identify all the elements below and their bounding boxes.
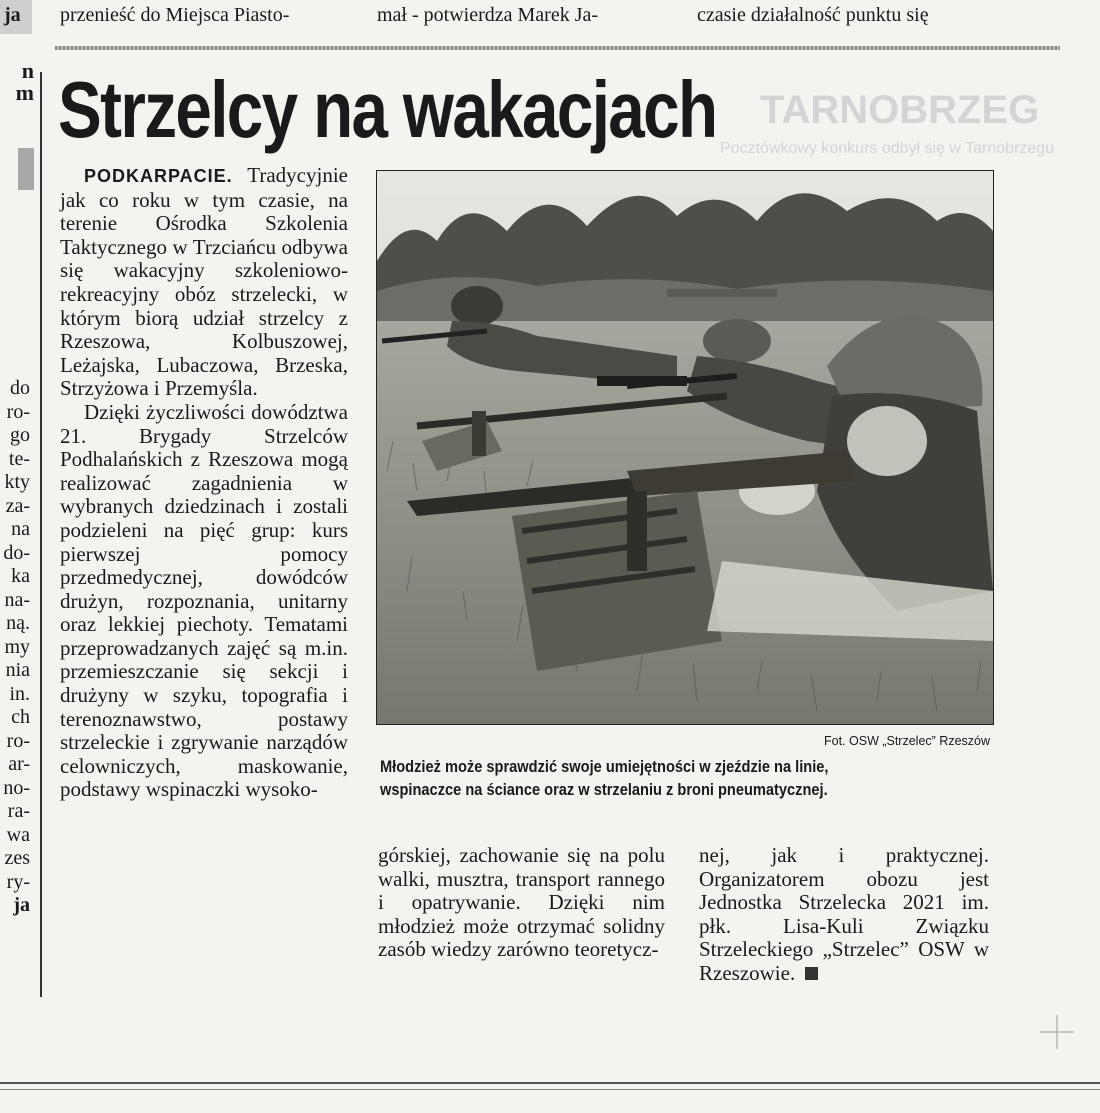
bottom-divider-thin	[0, 1089, 1100, 1090]
left-fragment-line: ch	[11, 706, 30, 728]
left-fragment-line: ro-	[6, 729, 30, 752]
top-fragment-col3: czasie działalność punktu się	[697, 4, 929, 26]
end-of-article-mark	[805, 967, 818, 980]
registration-crosshair-icon	[1040, 1015, 1074, 1049]
left-fragment-line: za-	[5, 494, 30, 517]
left-fragment-line: nia	[5, 659, 30, 681]
show-through-heading: TARNOBRZEG	[760, 88, 1040, 132]
photo-credit: Fot. OSW „Strzelec” Rzeszów	[824, 734, 990, 748]
left-fragment-mark	[18, 148, 34, 190]
left-fragment-line: do-	[3, 541, 30, 564]
left-fragment-head-line: m	[15, 80, 34, 105]
article-column-1	[60, 164, 348, 802]
left-fragment-head	[0, 60, 34, 104]
left-fragment-line: wa	[6, 823, 30, 846]
left-fragment-line: te-	[8, 447, 30, 470]
left-fragment-line: ną.	[6, 612, 30, 634]
left-fragment-head-line: n	[21, 58, 34, 83]
top-fragment-col1: przenieść do Miejsca Piasto-	[60, 4, 290, 26]
photo-caption: Młodzież może sprawdzić swoje umiejętności w zjeździe na linie, wspinaczce na ściance oraz w strzelaniu z broni pneumatycznej.	[380, 757, 829, 799]
previous-article-tab: ja	[0, 0, 32, 34]
left-fragment-line: ka	[11, 565, 30, 587]
left-fragment-line: ja	[13, 894, 30, 916]
left-fragment-line: ra-	[7, 800, 30, 822]
top-divider	[55, 46, 1060, 50]
column-divider	[40, 72, 42, 997]
left-fragment-line: do	[10, 377, 30, 399]
left-fragment-line: ry-	[6, 870, 30, 893]
article-column-3	[699, 844, 989, 986]
article-headline: Strzelcy na wakacjach	[58, 65, 717, 154]
left-fragment-line: na-	[4, 588, 30, 611]
left-fragment-line: zes	[4, 847, 30, 869]
left-fragment-line: no-	[3, 776, 30, 799]
bottom-divider	[0, 1082, 1100, 1084]
left-fragment-line: ar-	[8, 753, 30, 775]
photo-illustration	[377, 171, 993, 724]
top-fragment-col2: mał - potwierdza Marek Ja-	[377, 4, 599, 26]
article-lead-label: PODKARPACIE.	[84, 166, 233, 186]
article-paragraph-1: Tradycyjnie jak co roku w tym czasie, na terenie Ośrodka Szkolenia Taktycznego w Trzciańcu odbywa się wakacyjny szkoleniowo-rekreacyjny obóz strzelecki, w którym biorą udział strzelcy z Rzeszowa, Kolbuszowej, Leżajska, Lubaczowa, Brzeska, Strzyżowa i Przemyśla.	[60, 163, 348, 401]
left-fragment-line: go	[10, 424, 30, 446]
article-paragraph-2: Dzięki życzliwości dowództwa 21. Brygady Strzelców Podhalańskich z Rzeszowa mogą realizować zagadnienia w wybranych dziedzinach i zostali podzieleni na pięć grup: kurs pierwszej pomocy przedmedycznej, dowódców drużyn, rozpoznania, unitarny oraz lekkiej piechoty. Tematami przeprowadzanych zajęć są m.in. przemieszczanie się sekcji i drużyny w szyku, topografia i terenoznawstwo, postawy strzeleckie i zgrywanie narządów celowniczych, maskowanie, podstawy wspinaczki wysoko-	[60, 399, 348, 802]
left-fragment-line: in.	[9, 682, 30, 705]
article-photo	[376, 170, 994, 725]
article-column-2	[378, 844, 665, 962]
left-fragment-line: kty	[4, 471, 30, 493]
show-through-subline: Pocztówkowy konkurs odbył się w Tarnobrzegu	[720, 140, 1055, 157]
left-fragment-line: my	[4, 635, 30, 658]
left-fragment-column	[0, 377, 30, 918]
article-paragraph-4: nej, jak i praktycznej. Organizatorem obozu jest Jednostka Strzelecka 2021 im. płk. Lisa-Kuli Związku Strzeleckiego „Strzelec” OSW w Rzeszowie.	[699, 843, 989, 985]
article-paragraph-3: górskiej, zachowanie się na polu walki, musztra, transport rannego i opatrywanie. Dzięki nim młodzież może otrzymać solidny zasób wiedzy zarówno teoretycz-	[378, 843, 665, 962]
left-fragment-line: ro-	[6, 400, 30, 423]
left-fragment-line: na	[11, 518, 30, 540]
